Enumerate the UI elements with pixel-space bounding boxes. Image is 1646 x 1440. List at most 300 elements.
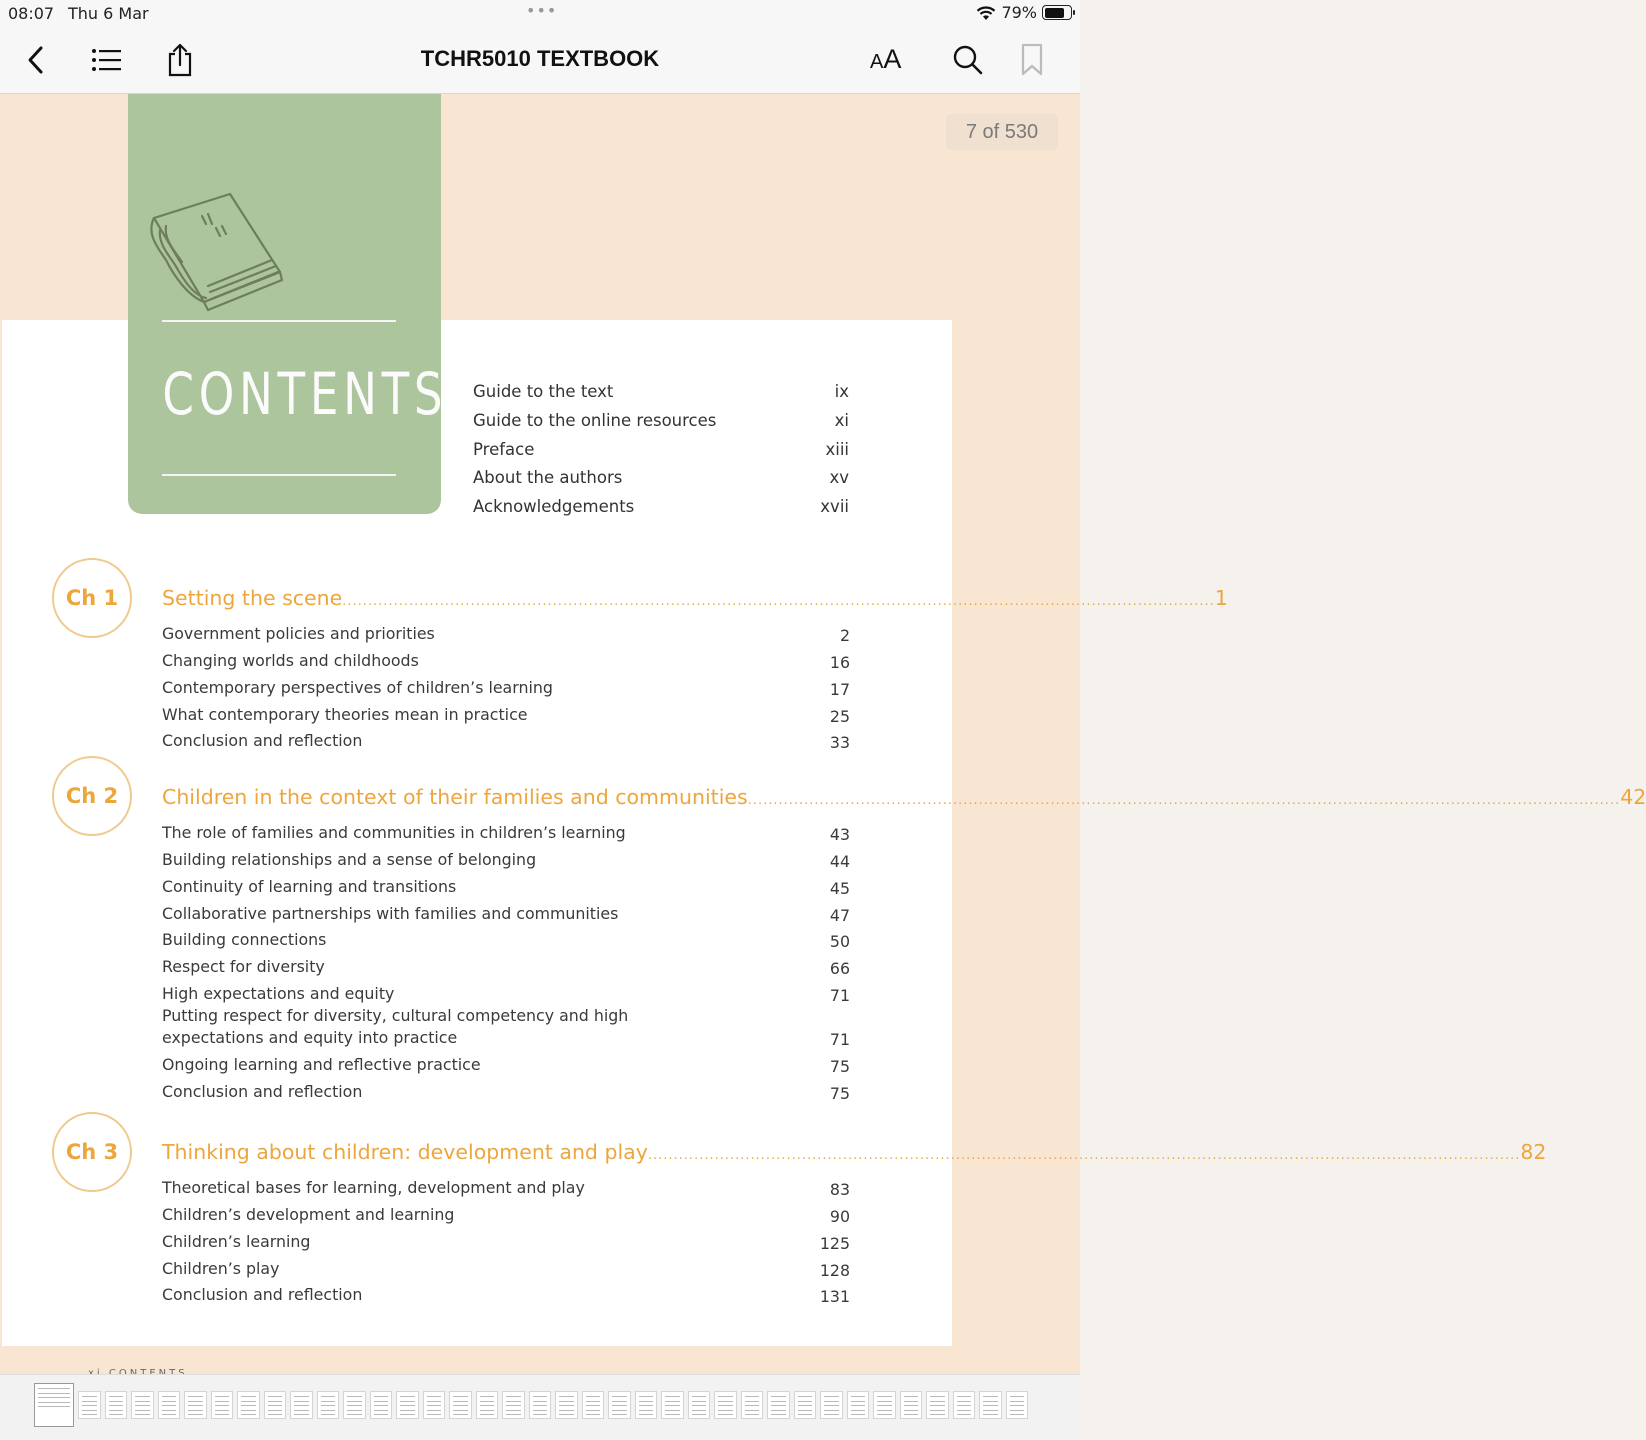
thumbnail-line [639,1405,654,1406]
topic-page: 45 [829,878,850,898]
thumbnail-line [188,1410,203,1411]
thumbnail-line [983,1410,998,1411]
thumbnail-line [665,1401,680,1402]
topic-page: 125 [819,1233,850,1253]
page-thumbnail[interactable] [396,1391,419,1419]
page-thumbnail[interactable] [264,1391,287,1419]
thumbnail-line [506,1405,521,1406]
page-thumbnail[interactable] [211,1391,234,1419]
thumbnail-line [321,1396,336,1397]
topic-row[interactable] [162,844,850,871]
thumbnail-line [427,1405,442,1406]
thumbnail-line [983,1401,998,1402]
thumbnail-line [851,1396,866,1397]
thumbnail-line [135,1414,150,1415]
thumbnail-line [347,1414,362,1415]
page-thumbnail[interactable] [635,1391,658,1419]
page-counter: 7 of 530 [946,114,1058,150]
thumbnail-line [851,1405,866,1406]
topic-title: Theoretical bases for learning, development and play [162,1177,585,1197]
thumbnail-line [824,1414,839,1415]
page-thumbnail[interactable] [158,1391,181,1419]
front-matter-page: xi [834,410,849,430]
thumbnail-line [798,1401,813,1402]
thumbnail-line [771,1405,786,1406]
thumbnail-line [241,1401,256,1402]
topic-row[interactable] [162,978,850,1005]
thumbnail-line [135,1401,150,1402]
book-page[interactable] [0,94,1646,1374]
chapter-topics [162,618,850,752]
current-page-thumbnail[interactable] [34,1383,74,1427]
topic-title: Putting respect for diversity, cultural competency and high expectations and equity into practice [162,1006,629,1048]
multitasking-dots[interactable]: ••• [526,1,558,20]
chapter-page: 42 [1620,785,1646,809]
page-thumbnail[interactable] [237,1391,260,1419]
thumbnail-line [639,1401,654,1402]
thumbnail-line [400,1401,415,1402]
thumbnail-line [1010,1401,1025,1402]
dot-leader: .......................................................................................................................................................................... [647,1148,1521,1163]
thumbnail-line [162,1396,177,1397]
thumbnail-line [321,1414,336,1415]
status-time: 08:07 [8,4,55,23]
thumbnail-line [400,1396,415,1397]
thumbnail-line [559,1414,574,1415]
page-thumbnail[interactable] [476,1391,499,1419]
page-thumbnail[interactable] [555,1391,578,1419]
thumbnail-line [586,1414,601,1415]
search-button[interactable] [950,42,986,78]
thumbnail-line [1010,1405,1025,1406]
page-thumbnail[interactable] [688,1391,711,1419]
front-matter-list [473,382,849,526]
topic-page: 71 [829,986,850,1006]
chapter-title: Setting the scene [162,586,343,610]
text-size-icon-small: A [870,51,884,73]
thumbnail-line [347,1405,362,1406]
bookmark-icon [1020,43,1044,77]
thumbnail-line [877,1396,892,1397]
topic-row[interactable] [162,925,850,952]
thumbnail-line [268,1410,283,1411]
thumbnail-line [586,1410,601,1411]
thumbnail-line [162,1401,177,1402]
front-matter-title: About the authors [473,468,623,488]
topic-title: Respect for diversity [162,957,325,977]
topic-row[interactable] [162,1199,850,1226]
topic-title: Government policies and priorities [162,623,435,643]
thumbnail-line [294,1396,309,1397]
contents-heading: CONTENTS [162,360,448,428]
thumbnail-line [453,1405,468,1406]
page-thumbnail[interactable] [767,1391,790,1419]
page-thumbnail[interactable] [873,1391,896,1419]
page-thumbnail[interactable] [741,1391,764,1419]
thumbnail-line [374,1414,389,1415]
thumbnail-line [506,1401,521,1402]
topic-page: 131 [819,1287,850,1307]
status-date: Thu 6 Mar [68,4,149,23]
thumbnail-line [188,1401,203,1402]
thumbnail-line [241,1405,256,1406]
chapter-badge: Ch 3 [52,1112,132,1192]
page-thumbnail[interactable] [608,1391,631,1419]
book-illustration-icon [148,186,288,316]
thumbnail-line [665,1396,680,1397]
topic-row[interactable] [162,817,850,844]
thumbnail-line [38,1388,70,1389]
topic-title: Contemporary perspectives of children’s learning [162,677,553,697]
thumbnail-line [480,1410,495,1411]
page-scrubber[interactable] [0,1374,1080,1440]
thumbnail-line [771,1410,786,1411]
topic-row[interactable] [162,871,850,898]
share-button[interactable] [162,42,198,78]
thumbnail-line [718,1414,733,1415]
page-thumbnail[interactable] [317,1391,340,1419]
page-thumbnail[interactable] [529,1391,552,1419]
topic-row[interactable] [162,1049,850,1076]
chapter-title-link[interactable] [162,586,1228,610]
page-thumbnail[interactable] [820,1391,843,1419]
contents-panel [128,94,448,514]
thumbnail-line [241,1410,256,1411]
thumbnail-line [188,1414,203,1415]
thumbnail-line [930,1405,945,1406]
thumbnail-line [665,1410,680,1411]
thumbnail-line [851,1414,866,1415]
thumbnail-line [612,1401,627,1402]
thumbnail-line [930,1401,945,1402]
thumbnail-line [400,1410,415,1411]
thumbnail-line [533,1414,548,1415]
thumbnail-line [692,1401,707,1402]
thumbnail-line [1010,1396,1025,1397]
front-matter-item[interactable] [473,497,849,526]
topic-page: 25 [829,706,850,726]
thumbnail-line [639,1410,654,1411]
battery-level [1045,8,1065,18]
chapter-title: Children in the context of their families and communities [162,785,748,809]
topic-row[interactable] [162,1253,850,1280]
text-size-button[interactable] [870,44,901,75]
chapter-topics [162,1172,850,1306]
wifi-icon [976,5,996,21]
thumbnail-line [824,1410,839,1411]
thumbnail-line [824,1401,839,1402]
thumbnail-line [506,1414,521,1415]
thumbnail-line [109,1414,124,1415]
thumbnail-line [268,1396,283,1397]
page-thumbnail[interactable] [449,1391,472,1419]
thumbnail-line [215,1396,230,1397]
thumbnail-line [294,1414,309,1415]
thumbnail-line [851,1410,866,1411]
topic-row[interactable] [162,726,850,753]
topic-title: Collaborative partnerships with families and communities [162,903,619,923]
front-matter-title: Acknowledgements [473,497,635,517]
topic-row[interactable] [162,672,850,699]
topic-title: High expectations and equity [162,984,395,1004]
thumbnail-line [453,1401,468,1402]
thumbnail-line [930,1410,945,1411]
dot-leader: .......................................................................................................................................................................... [342,594,1215,609]
thumbnail-line [877,1405,892,1406]
front-matter-page: xiii [825,439,849,459]
page-thumbnail[interactable] [78,1391,101,1419]
chapter-badge: Ch 1 [52,558,132,638]
thumbnail-line [109,1401,124,1402]
thumbnail-line [215,1410,230,1411]
topic-title: The role of families and communities in children’s learning [162,822,626,842]
thumbnail-line [771,1401,786,1402]
topic-row[interactable] [162,618,850,645]
topic-row[interactable] [162,1280,850,1307]
topic-page: 43 [829,824,850,844]
thumbnail-line [38,1393,70,1394]
thumbnail-line [745,1405,760,1406]
battery-icon [1042,5,1072,20]
topic-page: 33 [829,733,850,753]
topic-title: Children’s learning [162,1231,311,1251]
topic-page: 44 [829,851,850,871]
thumbnail-line [692,1410,707,1411]
thumbnail-line [38,1406,70,1407]
thumbnail-line [983,1396,998,1397]
thumbnail-line [533,1405,548,1406]
front-matter-title: Preface [473,439,535,459]
thumbnail-line [294,1405,309,1406]
topic-page: 83 [829,1179,850,1199]
thumbnail-line [82,1401,97,1402]
topic-row[interactable] [162,645,850,672]
back-button[interactable] [18,42,54,78]
thumbnail-line [268,1401,283,1402]
thumbnail-line [639,1396,654,1397]
book-title: TCHR5010 TEXTBOOK [420,46,660,71]
topic-row[interactable] [162,699,850,726]
thumbnail-line [506,1396,521,1397]
page-thumbnail[interactable] [343,1391,366,1419]
thumbnail-line [957,1401,972,1402]
front-matter-item[interactable] [473,411,849,440]
contents-button[interactable] [88,42,124,78]
thumbnail-line [294,1401,309,1402]
thumbnail-line [215,1414,230,1415]
page-thumbnail[interactable] [661,1391,684,1419]
topic-row[interactable] [162,1172,850,1199]
share-icon [166,43,194,77]
back-chevron-icon [24,45,48,75]
page-thumbnail[interactable] [794,1391,817,1419]
thumbnail-line [745,1410,760,1411]
page-thumbnail[interactable] [1006,1391,1029,1419]
thumbnail-line [559,1410,574,1411]
thumbnail-line [453,1396,468,1397]
bookmark-button[interactable] [1014,42,1050,78]
page-thumbnail[interactable] [714,1391,737,1419]
topic-row[interactable] [162,1005,850,1049]
thumbnail-line [692,1396,707,1397]
topic-title: Conclusion and reflection [162,731,363,751]
page-thumbnail[interactable] [502,1391,525,1419]
text-size-icon-large: A [883,44,902,74]
thumbnail-line [798,1396,813,1397]
topic-title: Conclusion and reflection [162,1082,363,1102]
page-thumbnail[interactable] [105,1391,128,1419]
topic-row[interactable] [162,951,850,978]
status-bar [0,0,1080,26]
thumbnail-line [453,1414,468,1415]
thumbnail-line [109,1396,124,1397]
thumbnail-line [400,1414,415,1415]
dot-leader: .......................................................................................................................................................................... [747,793,1621,808]
thumbnail-line [347,1401,362,1402]
front-matter-page: xv [829,468,849,488]
thumbnail-line [82,1410,97,1411]
thumbnail-line [480,1401,495,1402]
thumbnail-line [957,1410,972,1411]
table-of-contents-icon [90,47,122,73]
front-matter-item[interactable] [473,382,849,411]
page-thumbnail[interactable] [979,1391,1002,1419]
thumbnail-line [559,1401,574,1402]
thumbnail-line [665,1414,680,1415]
topic-page: 75 [829,1057,850,1077]
thumbnail-line [427,1401,442,1402]
bottom-rule [162,474,396,476]
thumbnail-line [162,1405,177,1406]
thumbnail-line [506,1410,521,1411]
chapter-page: 1 [1214,586,1228,610]
thumbnail-line [559,1405,574,1406]
thumbnail-line [480,1396,495,1397]
page-thumbnails[interactable] [34,1391,1028,1427]
thumbnail-line [745,1401,760,1402]
front-matter-title: Guide to the text [473,382,614,401]
thumbnail-line [877,1410,892,1411]
thumbnail-line [904,1405,919,1406]
reader-toolbar [0,26,1080,94]
topic-row[interactable] [162,898,850,925]
page-thumbnail[interactable] [290,1391,313,1419]
topic-page: 2 [839,625,850,645]
thumbnail-line [612,1414,627,1415]
front-matter-item[interactable] [473,468,849,497]
thumbnail-line [586,1401,601,1402]
thumbnail-line [692,1405,707,1406]
thumbnail-line [374,1401,389,1402]
thumbnail-line [241,1396,256,1397]
thumbnail-line [930,1396,945,1397]
thumbnail-line [904,1401,919,1402]
thumbnail-line [1010,1410,1025,1411]
thumbnail-line [480,1405,495,1406]
topic-row[interactable] [162,1226,850,1253]
thumbnail-line [533,1396,548,1397]
thumbnail-line [824,1405,839,1406]
topic-title: What contemporary theories mean in practice [162,704,528,724]
thumbnail-line [241,1414,256,1415]
chapter-badge: Ch 2 [52,756,132,836]
thumbnail-line [771,1396,786,1397]
topic-title: Conclusion and reflection [162,1285,363,1305]
thumbnail-line [321,1401,336,1402]
thumbnail-line [82,1396,97,1397]
thumbnail-line [798,1405,813,1406]
thumbnail-line [745,1396,760,1397]
thumbnail-line [347,1396,362,1397]
thumbnail-line [612,1396,627,1397]
page-thumbnail[interactable] [926,1391,949,1419]
front-matter-item[interactable] [473,440,849,469]
topic-title: Building connections [162,930,327,950]
thumbnail-line [904,1396,919,1397]
thumbnail-line [38,1397,70,1398]
page-thumbnail[interactable] [131,1391,154,1419]
thumbnail-line [877,1401,892,1402]
thumbnail-line [480,1414,495,1415]
chapter-title: Thinking about children: development and play [162,1140,648,1164]
topic-row[interactable] [162,1076,850,1103]
thumbnail-line [957,1414,972,1415]
thumbnail-line [983,1414,998,1415]
topic-page: 16 [829,652,850,672]
thumbnail-line [718,1405,733,1406]
thumbnail-line [665,1405,680,1406]
page-thumbnail[interactable] [582,1391,605,1419]
thumbnail-line [718,1401,733,1402]
page-thumbnail[interactable] [370,1391,393,1419]
thumbnail-line [957,1405,972,1406]
topic-page: 90 [829,1206,850,1226]
thumbnail-line [639,1414,654,1415]
thumbnail-line [718,1410,733,1411]
topic-page: 47 [829,905,850,925]
thumbnail-line [215,1401,230,1402]
thumbnail-line [294,1410,309,1411]
thumbnail-line [321,1405,336,1406]
thumbnail-line [427,1396,442,1397]
thumbnail-line [586,1396,601,1397]
thumbnail-line [612,1410,627,1411]
chapter-title-link[interactable] [162,1140,1547,1164]
status-indicators [976,3,1072,22]
page-thumbnail[interactable] [900,1391,923,1419]
thumbnail-line [188,1405,203,1406]
topic-page: 128 [819,1260,850,1280]
thumbnail-line [82,1405,97,1406]
page-thumbnail[interactable] [423,1391,446,1419]
top-rule [162,320,396,322]
front-matter-page: xvii [820,497,849,517]
thumbnail-line [427,1410,442,1411]
thumbnail-line [957,1396,972,1397]
thumbnail-line [109,1405,124,1406]
chapter-title-link[interactable] [162,785,1646,809]
thumbnail-line [533,1410,548,1411]
thumbnail-line [904,1414,919,1415]
topic-page: 17 [829,679,850,699]
thumbnail-line [877,1414,892,1415]
thumbnail-line [798,1414,813,1415]
page-thumbnail[interactable] [847,1391,870,1419]
thumbnail-line [904,1410,919,1411]
thumbnail-line [930,1414,945,1415]
page-thumbnail[interactable] [953,1391,976,1419]
page-thumbnail[interactable] [184,1391,207,1419]
